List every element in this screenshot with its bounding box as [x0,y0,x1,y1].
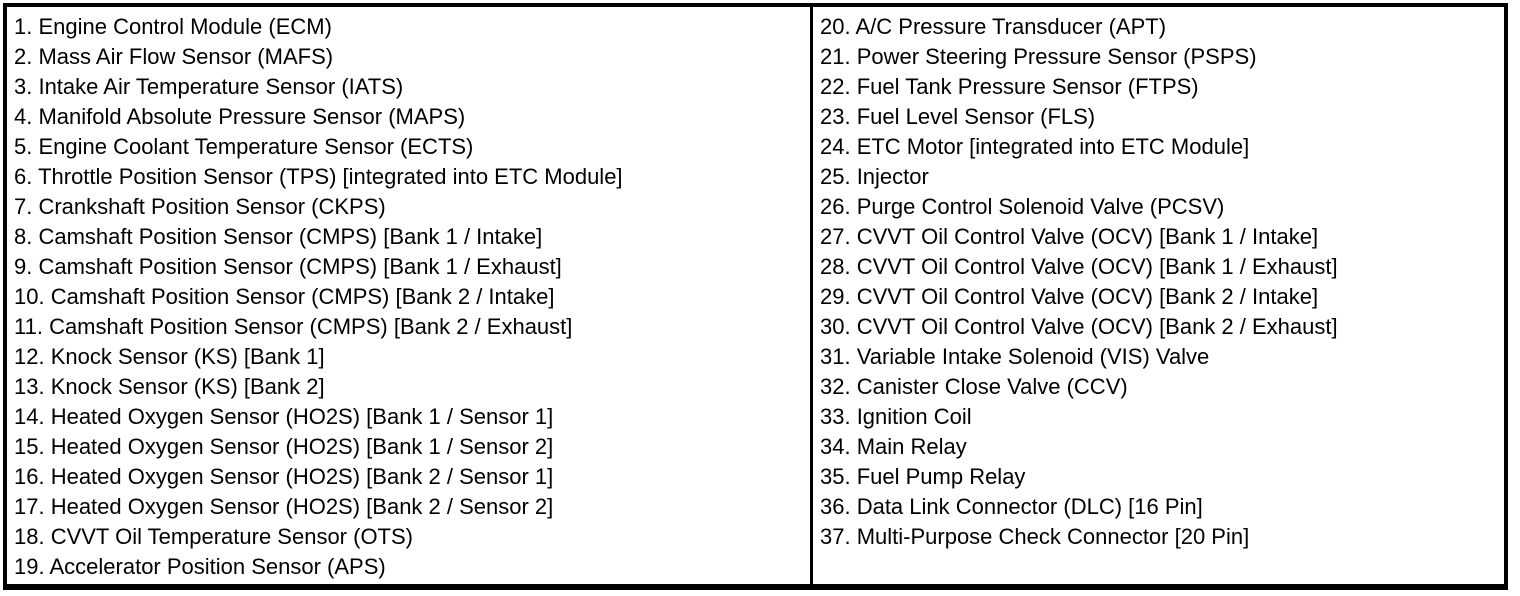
legend-item-21: 21. Power Steering Pressure Sensor (PSPS) [820,44,1257,69]
legend-item-22: 22. Fuel Tank Pressure Sensor (FTPS) [820,74,1199,99]
legend-item-6: 6. Throttle Position Sensor (TPS) [integrated into ETC Module] [14,164,623,189]
legend-item-30: 30. CVVT Oil Control Valve (OCV) [Bank 2 / Exhaust] [820,314,1338,339]
legend-item-15: 15. Heated Oxygen Sensor (HO2S) [Bank 1 / Sensor 2] [14,434,554,459]
legend-item-9: 9. Camshaft Position Sensor (CMPS) [Bank 1 / Exhaust] [14,254,562,279]
legend-item-28: 28. CVVT Oil Control Valve (OCV) [Bank 1 / Exhaust] [820,254,1338,279]
legend-item-36: 36. Data Link Connector (DLC) [16 Pin] [820,494,1203,519]
legend-item-14: 14. Heated Oxygen Sensor (HO2S) [Bank 1 / Sensor 1] [14,404,554,429]
legend-item-4: 4. Manifold Absolute Pressure Sensor (MAPS) [14,104,466,129]
parts-legend-table [3,3,1508,590]
legend-item-7: 7. Crankshaft Position Sensor (CKPS) [14,194,386,219]
legend-item-25: 25. Injector [820,164,929,189]
legend-item-18: 18. CVVT Oil Temperature Sensor (OTS) [14,524,413,549]
legend-item-33: 33. Ignition Coil [820,404,972,429]
legend-item-37: 37. Multi-Purpose Check Connector [20 Pin] [820,524,1250,549]
legend-item-24: 24. ETC Motor [integrated into ETC Module] [820,134,1250,159]
legend-item-17: 17. Heated Oxygen Sensor (HO2S) [Bank 2 / Sensor 2] [14,494,554,519]
legend-column-left [7,7,813,584]
legend-item-35: 35. Fuel Pump Relay [820,464,1026,489]
legend-item-11: 11. Camshaft Position Sensor (CMPS) [Bank 2 / Exhaust] [14,314,573,339]
legend-item-26: 26. Purge Control Solenoid Valve (PCSV) [820,194,1225,219]
legend-item-1: 1. Engine Control Module (ECM) [14,14,332,39]
legend-item-2: 2. Mass Air Flow Sensor (MAFS) [14,44,334,69]
legend-item-12: 12. Knock Sensor (KS) [Bank 1] [14,344,325,369]
legend-item-8: 8. Camshaft Position Sensor (CMPS) [Bank 1 / Intake] [14,224,543,249]
legend-item-19: 19. Accelerator Position Sensor (APS) [14,554,386,579]
legend-item-23: 23. Fuel Level Sensor (FLS) [820,104,1096,129]
legend-item-20: 20. A/C Pressure Transducer (APT) [820,14,1167,39]
legend-item-34: 34. Main Relay [820,434,967,459]
legend-item-32: 32. Canister Close Valve (CCV) [820,374,1128,399]
legend-item-5: 5. Engine Coolant Temperature Sensor (ECTS) [14,134,474,159]
legend-item-27: 27. CVVT Oil Control Valve (OCV) [Bank 1 / Intake] [820,224,1319,249]
legend-column-right [813,7,1504,584]
legend-item-3: 3. Intake Air Temperature Sensor (IATS) [14,74,404,99]
legend-item-31: 31. Variable Intake Solenoid (VIS) Valve [820,344,1210,369]
legend-item-10: 10. Camshaft Position Sensor (CMPS) [Bank 2 / Intake] [14,284,555,309]
legend-item-13: 13. Knock Sensor (KS) [Bank 2] [14,374,325,399]
legend-item-29: 29. CVVT Oil Control Valve (OCV) [Bank 2 / Intake] [820,284,1319,309]
legend-item-16: 16. Heated Oxygen Sensor (HO2S) [Bank 2 / Sensor 1] [14,464,554,489]
